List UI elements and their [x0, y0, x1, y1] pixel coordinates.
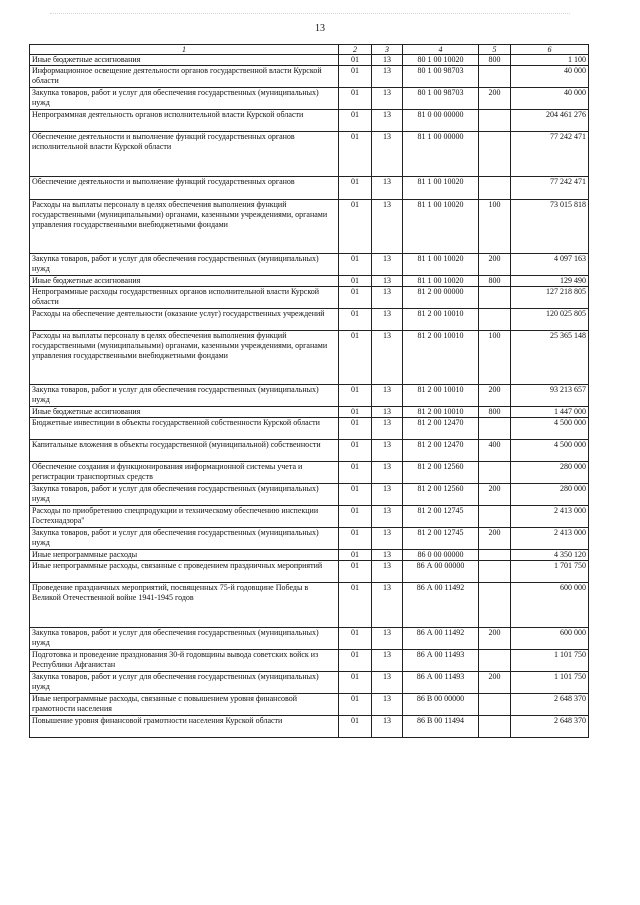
row-subsection-cell: 13: [372, 550, 403, 561]
row-target-cell: 80 1 00 98703: [403, 88, 479, 110]
row-type-cell: [479, 506, 511, 528]
table-row: [30, 561, 589, 583]
row-name-cell: Расходы на обеспечение деятельности (оказание услуг) государственных учреждений: [30, 309, 339, 331]
row-sum-cell: 2 648 370: [511, 694, 589, 716]
row-subsection-cell: 13: [372, 132, 403, 177]
row-subsection-cell: 13: [372, 254, 403, 276]
row-name-cell: Иные непрограммные расходы, связанные с проведением праздничных мероприятий: [30, 561, 339, 583]
row-name-cell: Закупка товаров, работ и услуг для обеспечения государственных (муниципальных) нужд: [30, 628, 339, 650]
row-sum-cell: 2 648 370: [511, 716, 589, 738]
row-section-cell: 01: [339, 55, 372, 66]
row-section-cell: 01: [339, 672, 372, 694]
row-sum-cell: 25 365 148: [511, 331, 589, 385]
row-sum-cell: 1 701 750: [511, 561, 589, 583]
row-sum-cell: 600 000: [511, 583, 589, 628]
table-header: [30, 45, 589, 55]
header-row: [30, 45, 589, 55]
table-row: [30, 55, 589, 66]
row-sum-cell: 280 000: [511, 462, 589, 484]
row-target-cell: 81 2 00 12470: [403, 440, 479, 462]
row-subsection-cell: 13: [372, 331, 403, 385]
row-section-cell: 01: [339, 650, 372, 672]
row-section-cell: 01: [339, 440, 372, 462]
row-section-cell: 01: [339, 385, 372, 407]
row-target-cell: 81 2 00 10010: [403, 309, 479, 331]
row-section-cell: 01: [339, 276, 372, 287]
row-sum-cell: 4 500 000: [511, 418, 589, 440]
row-sum-cell: 40 000: [511, 66, 589, 88]
row-target-cell: 81 2 00 12560: [403, 484, 479, 506]
row-sum-cell: 40 000: [511, 88, 589, 110]
row-target-cell: 86 В 00 11494: [403, 716, 479, 738]
row-sum-cell: 2 413 000: [511, 506, 589, 528]
row-target-cell: 80 1 00 98703: [403, 66, 479, 88]
table-row: [30, 407, 589, 418]
row-section-cell: 01: [339, 254, 372, 276]
row-subsection-cell: 13: [372, 672, 403, 694]
row-sum-cell: 4 500 000: [511, 440, 589, 462]
row-subsection-cell: 13: [372, 583, 403, 628]
row-subsection-cell: 13: [372, 385, 403, 407]
row-type-cell: 200: [479, 628, 511, 650]
row-type-cell: [479, 177, 511, 200]
row-section-cell: 01: [339, 287, 372, 309]
row-name-cell: Проведение праздничных мероприятий, посвященных 75-й годовщине Победы в Великой Отечественной войне 1941-1945 годов: [30, 583, 339, 628]
row-section-cell: 01: [339, 716, 372, 738]
row-section-cell: 01: [339, 462, 372, 484]
row-subsection-cell: 13: [372, 88, 403, 110]
row-name-cell: Иные бюджетные ассигнования: [30, 276, 339, 287]
row-name-cell: Обеспечение деятельности и выполнение функций государственных органов: [30, 177, 339, 200]
row-section-cell: 01: [339, 110, 372, 132]
table-row: [30, 331, 589, 385]
row-type-cell: [479, 287, 511, 309]
row-type-cell: [479, 110, 511, 132]
row-sum-cell: 73 015 818: [511, 200, 589, 254]
row-name-cell: Повышение уровня финансовой грамотности населения Курской области: [30, 716, 339, 738]
row-subsection-cell: 13: [372, 650, 403, 672]
row-sum-cell: 1 100: [511, 55, 589, 66]
row-name-cell: Закупка товаров, работ и услуг для обеспечения государственных (муниципальных) нужд: [30, 484, 339, 506]
row-target-cell: 86 А 00 11493: [403, 672, 479, 694]
row-section-cell: 01: [339, 331, 372, 385]
scan-artifacts: [50, 13, 570, 18]
row-target-cell: 86 В 00 00000: [403, 694, 479, 716]
table-row: [30, 506, 589, 528]
table-row: [30, 254, 589, 276]
row-sum-cell: 1 101 750: [511, 650, 589, 672]
table-body: [30, 55, 589, 738]
row-target-cell: 81 2 00 00000: [403, 287, 479, 309]
row-subsection-cell: 13: [372, 66, 403, 88]
row-section-cell: 01: [339, 583, 372, 628]
row-name-cell: Иные непрограммные расходы: [30, 550, 339, 561]
row-name-cell: Расходы по приобретению спецпродукции и техническому обеспечению инспекции Гостехнадзора": [30, 506, 339, 528]
row-subsection-cell: 13: [372, 561, 403, 583]
header-cell: 5: [479, 45, 511, 55]
table-row: [30, 672, 589, 694]
row-type-cell: 400: [479, 440, 511, 462]
row-sum-cell: 4 350 120: [511, 550, 589, 561]
header-cell: 4: [403, 45, 479, 55]
row-sum-cell: 2 413 000: [511, 528, 589, 550]
header-cell: 3: [372, 45, 403, 55]
row-target-cell: 81 1 00 00000: [403, 132, 479, 177]
row-name-cell: Подготовка и проведение празднования 30-й годовщины вывода советских войск из Республики Афганистан: [30, 650, 339, 672]
row-type-cell: [479, 561, 511, 583]
table-row: [30, 287, 589, 309]
table-row: [30, 694, 589, 716]
row-subsection-cell: 13: [372, 716, 403, 738]
row-subsection-cell: 13: [372, 484, 403, 506]
row-type-cell: [479, 716, 511, 738]
row-section-cell: 01: [339, 200, 372, 254]
header-cell: 1: [30, 45, 339, 55]
row-section-cell: 01: [339, 484, 372, 506]
row-name-cell: Капитальные вложения в объекты государственной (муниципальной) собственности: [30, 440, 339, 462]
row-name-cell: Закупка товаров, работ и услуг для обеспечения государственных (муниципальных) нужд: [30, 672, 339, 694]
row-type-cell: 200: [479, 672, 511, 694]
row-target-cell: 81 2 00 12745: [403, 528, 479, 550]
table-row: [30, 528, 589, 550]
row-target-cell: 86 А 00 11492: [403, 583, 479, 628]
table-row: [30, 650, 589, 672]
row-name-cell: Бюджетные инвестиции в объекты государственной собственности Курской области: [30, 418, 339, 440]
table-row: [30, 440, 589, 462]
table-row: [30, 550, 589, 561]
row-type-cell: [479, 462, 511, 484]
row-subsection-cell: 13: [372, 407, 403, 418]
row-subsection-cell: 13: [372, 55, 403, 66]
row-section-cell: 01: [339, 309, 372, 331]
table-row: [30, 110, 589, 132]
row-sum-cell: 120 025 805: [511, 309, 589, 331]
row-subsection-cell: 13: [372, 440, 403, 462]
row-subsection-cell: 13: [372, 462, 403, 484]
row-target-cell: 81 1 00 10020: [403, 276, 479, 287]
row-target-cell: 81 2 00 10010: [403, 407, 479, 418]
row-name-cell: Закупка товаров, работ и услуг для обеспечения государственных (муниципальных) нужд: [30, 385, 339, 407]
table-row: [30, 88, 589, 110]
row-sum-cell: 129 490: [511, 276, 589, 287]
table-row: [30, 200, 589, 254]
row-name-cell: Информационное освещение деятельности органов государственной власти Курской области: [30, 66, 339, 88]
table-row: [30, 418, 589, 440]
row-target-cell: 81 2 00 10010: [403, 385, 479, 407]
row-sum-cell: 1 101 750: [511, 672, 589, 694]
row-subsection-cell: 13: [372, 309, 403, 331]
budget-table: [29, 44, 589, 738]
row-sum-cell: 204 461 276: [511, 110, 589, 132]
row-target-cell: 86 А 00 11492: [403, 628, 479, 650]
row-target-cell: 81 1 00 10020: [403, 177, 479, 200]
row-type-cell: 100: [479, 200, 511, 254]
row-section-cell: 01: [339, 528, 372, 550]
header-cell: 2: [339, 45, 372, 55]
row-section-cell: 01: [339, 694, 372, 716]
row-subsection-cell: 13: [372, 506, 403, 528]
row-type-cell: [479, 650, 511, 672]
row-sum-cell: 4 097 163: [511, 254, 589, 276]
row-section-cell: 01: [339, 407, 372, 418]
table-row: [30, 276, 589, 287]
row-name-cell: Иные бюджетные ассигнования: [30, 55, 339, 66]
row-section-cell: 01: [339, 628, 372, 650]
row-target-cell: 86 А 00 11493: [403, 650, 479, 672]
row-sum-cell: 600 000: [511, 628, 589, 650]
row-subsection-cell: 13: [372, 528, 403, 550]
table-row: [30, 716, 589, 738]
row-type-cell: [479, 309, 511, 331]
row-section-cell: 01: [339, 418, 372, 440]
table-row: [30, 628, 589, 650]
row-subsection-cell: 13: [372, 287, 403, 309]
row-name-cell: Расходы на выплаты персоналу в целях обеспечения выполнения функций государственными (муниципальными) органами, казенными учреждениями, органами управления государственными внебюджетными фондами: [30, 200, 339, 254]
header-cell: 6: [511, 45, 589, 55]
row-type-cell: 800: [479, 276, 511, 287]
row-name-cell: Иные непрограммные расходы, связанные с повышением уровня финансовой грамотности населения: [30, 694, 339, 716]
row-section-cell: 01: [339, 177, 372, 200]
row-target-cell: 86 0 00 00000: [403, 550, 479, 561]
row-type-cell: [479, 132, 511, 177]
row-type-cell: 800: [479, 55, 511, 66]
row-type-cell: [479, 583, 511, 628]
row-target-cell: 81 2 00 12470: [403, 418, 479, 440]
row-target-cell: 81 2 00 12560: [403, 462, 479, 484]
row-name-cell: Обеспечение создания и функционирования информационной системы учета и регистрации транспортных средств: [30, 462, 339, 484]
table-row: [30, 583, 589, 628]
table-row: [30, 309, 589, 331]
row-type-cell: [479, 694, 511, 716]
row-subsection-cell: 13: [372, 628, 403, 650]
row-section-cell: 01: [339, 132, 372, 177]
row-sum-cell: 1 447 000: [511, 407, 589, 418]
row-type-cell: 200: [479, 484, 511, 506]
table-row: [30, 177, 589, 200]
row-name-cell: Непрограммные расходы государственных органов исполнительной власти Курской области: [30, 287, 339, 309]
row-name-cell: Расходы на выплаты персоналу в целях обеспечения выполнения функций государственными (муниципальными) органами, казенными учреждениями, органами управления государственными внебюджетными фондами: [30, 331, 339, 385]
row-sum-cell: 77 242 471: [511, 132, 589, 177]
table-row: [30, 484, 589, 506]
row-target-cell: 81 2 00 10010: [403, 331, 479, 385]
row-type-cell: [479, 418, 511, 440]
row-name-cell: Закупка товаров, работ и услуг для обеспечения государственных (муниципальных) нужд: [30, 254, 339, 276]
row-target-cell: 81 1 00 10020: [403, 254, 479, 276]
table-row: [30, 462, 589, 484]
row-section-cell: 01: [339, 550, 372, 561]
row-target-cell: 81 0 00 00000: [403, 110, 479, 132]
row-target-cell: 81 2 00 12745: [403, 506, 479, 528]
row-sum-cell: 127 218 805: [511, 287, 589, 309]
table-row: [30, 66, 589, 88]
row-type-cell: 100: [479, 331, 511, 385]
row-name-cell: Иные бюджетные ассигнования: [30, 407, 339, 418]
row-section-cell: 01: [339, 506, 372, 528]
row-section-cell: 01: [339, 66, 372, 88]
table-row: [30, 385, 589, 407]
page-number: 13: [315, 23, 325, 34]
row-subsection-cell: 13: [372, 110, 403, 132]
row-name-cell: Закупка товаров, работ и услуг для обеспечения государственных (муниципальных) нужд: [30, 88, 339, 110]
table-row: [30, 132, 589, 177]
row-target-cell: 81 1 00 10020: [403, 200, 479, 254]
row-type-cell: 200: [479, 528, 511, 550]
row-section-cell: 01: [339, 88, 372, 110]
row-subsection-cell: 13: [372, 177, 403, 200]
row-sum-cell: 93 213 657: [511, 385, 589, 407]
row-type-cell: 200: [479, 88, 511, 110]
row-name-cell: Закупка товаров, работ и услуг для обеспечения государственных (муниципальных) нужд: [30, 528, 339, 550]
row-subsection-cell: 13: [372, 418, 403, 440]
row-section-cell: 01: [339, 561, 372, 583]
row-type-cell: 200: [479, 385, 511, 407]
row-type-cell: [479, 550, 511, 561]
row-name-cell: Обеспечение деятельности и выполнение функций государственных органов исполнительной власти Курской области: [30, 132, 339, 177]
row-subsection-cell: 13: [372, 694, 403, 716]
row-target-cell: 80 1 00 10020: [403, 55, 479, 66]
row-name-cell: Непрограммная деятельность органов исполнительной власти Курской области: [30, 110, 339, 132]
row-type-cell: 800: [479, 407, 511, 418]
row-subsection-cell: 13: [372, 276, 403, 287]
row-sum-cell: 280 000: [511, 484, 589, 506]
row-type-cell: [479, 66, 511, 88]
row-subsection-cell: 13: [372, 200, 403, 254]
row-sum-cell: 77 242 471: [511, 177, 589, 200]
row-type-cell: 200: [479, 254, 511, 276]
row-target-cell: 86 А 00 00000: [403, 561, 479, 583]
